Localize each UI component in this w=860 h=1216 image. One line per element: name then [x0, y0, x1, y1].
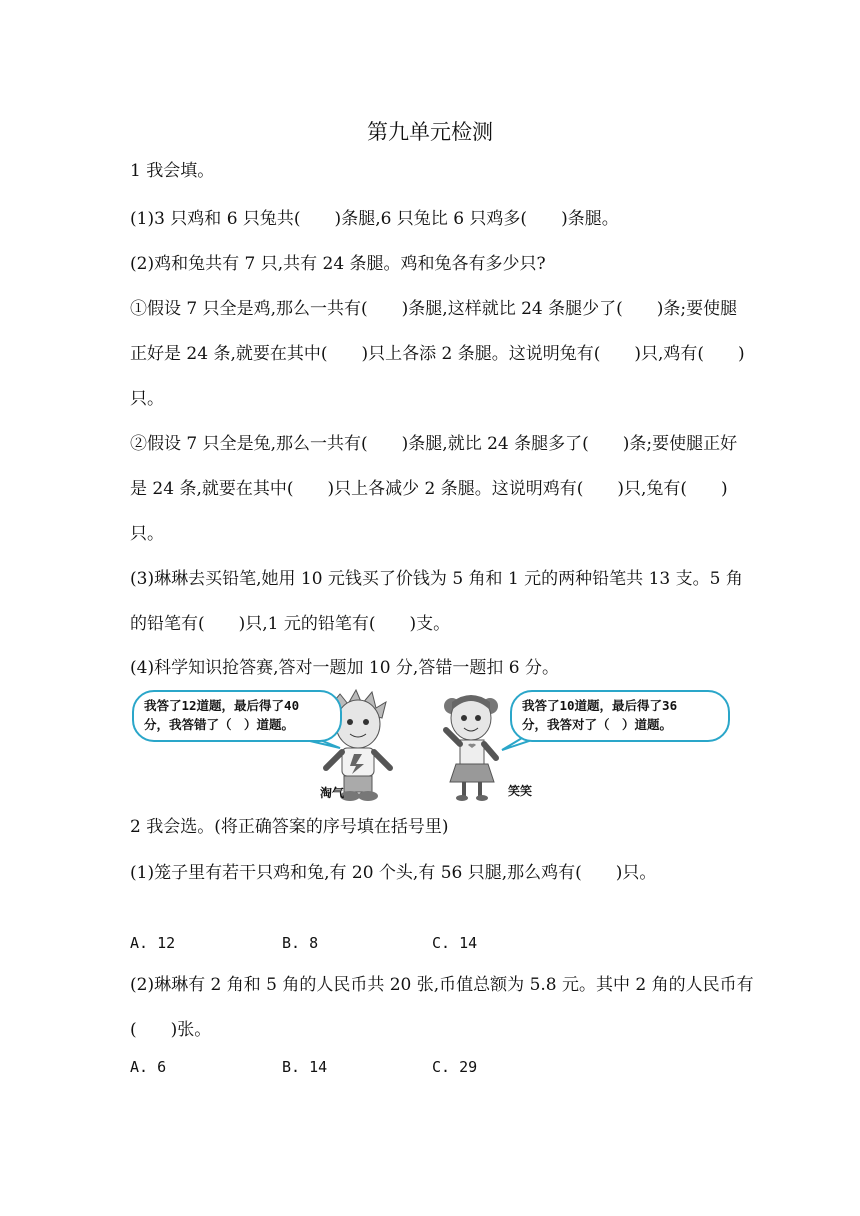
question-1-2a-line3: 只。 [130, 389, 164, 409]
question-1-2b-line1: ②假设 7 只全是兔,那么一共有( )条腿,就比 24 条腿多了( )条;要使腿正好 [130, 434, 738, 454]
option-a: A. 6 [130, 1058, 167, 1076]
question-2-2-line2: ( )张。 [130, 1020, 212, 1040]
option-a: A. 12 [130, 934, 176, 952]
bubble-text-line: 分，我答错了（ ）道题。 [144, 717, 295, 732]
option-b: B. 8 [282, 934, 319, 952]
caption-xiaoxiao: 笑笑 [508, 784, 533, 798]
page-title: 第九单元检测 [367, 120, 493, 144]
question-1-2b-line3: 只。 [130, 524, 164, 544]
question-1-3-line1: (3)琳琳去买铅笔,她用 10 元钱买了价钱为 5 角和 1 元的两种铅笔共 13 支。5 角 [130, 569, 743, 589]
question-1-2a-line2: 正好是 24 条,就要在其中( )只上各添 2 条腿。这说明兔有( )只,鸡有( ) [130, 344, 745, 364]
bubble-text-line: 分，我答对了（ ）道题。 [522, 717, 673, 732]
question-1-2b-line2: 是 24 条,就要在其中( )只上各减少 2 条腿。这说明鸡有( )只,兔有( ) [130, 479, 728, 499]
caption-taoqi: 淘气 [320, 786, 345, 800]
speech-bubble-taoqi [132, 690, 342, 742]
bubble-text-line: 我答了10道题，最后得了36 [522, 698, 678, 713]
question-1-2a-line1: ①假设 7 只全是鸡,那么一共有( )条腿,这样就比 24 条腿少了( )条;要使腿 [130, 299, 738, 319]
question-1-4: (4)科学知识抢答赛,答对一题加 10 分,答错一题扣 6 分。 [130, 658, 559, 678]
question-1-3-line2: 的铅笔有( )只,1 元的铅笔有( )支。 [130, 614, 451, 634]
quiz-illustration [130, 686, 730, 806]
girl-figure [444, 695, 498, 801]
option-c: C. 29 [432, 1058, 478, 1076]
option-c: C. 14 [432, 934, 478, 952]
question-1-1: (1)3 只鸡和 6 只兔共( )条腿,6 只兔比 6 只鸡多( )条腿。 [130, 209, 619, 229]
option-b: B. 14 [282, 1058, 328, 1076]
bubble-text-line: 我答了12道题，最后得了40 [144, 698, 300, 713]
speech-bubble-xiaoxiao [510, 690, 730, 742]
section1-heading: 1 我会填。 [130, 161, 215, 181]
question-2-2-line1: (2)琳琳有 2 角和 5 角的人民币共 20 张,币值总额为 5.8 元。其中 2 角的人民币有 [130, 975, 754, 995]
section2-heading: 2 我会选。(将正确答案的序号填在括号里) [130, 817, 449, 837]
question-1-2: (2)鸡和兔共有 7 只,共有 24 条腿。鸡和兔各有多少只? [130, 254, 546, 274]
question-2-1: (1)笼子里有若干只鸡和兔,有 20 个头,有 56 只腿,那么鸡有( )只。 [130, 863, 657, 883]
